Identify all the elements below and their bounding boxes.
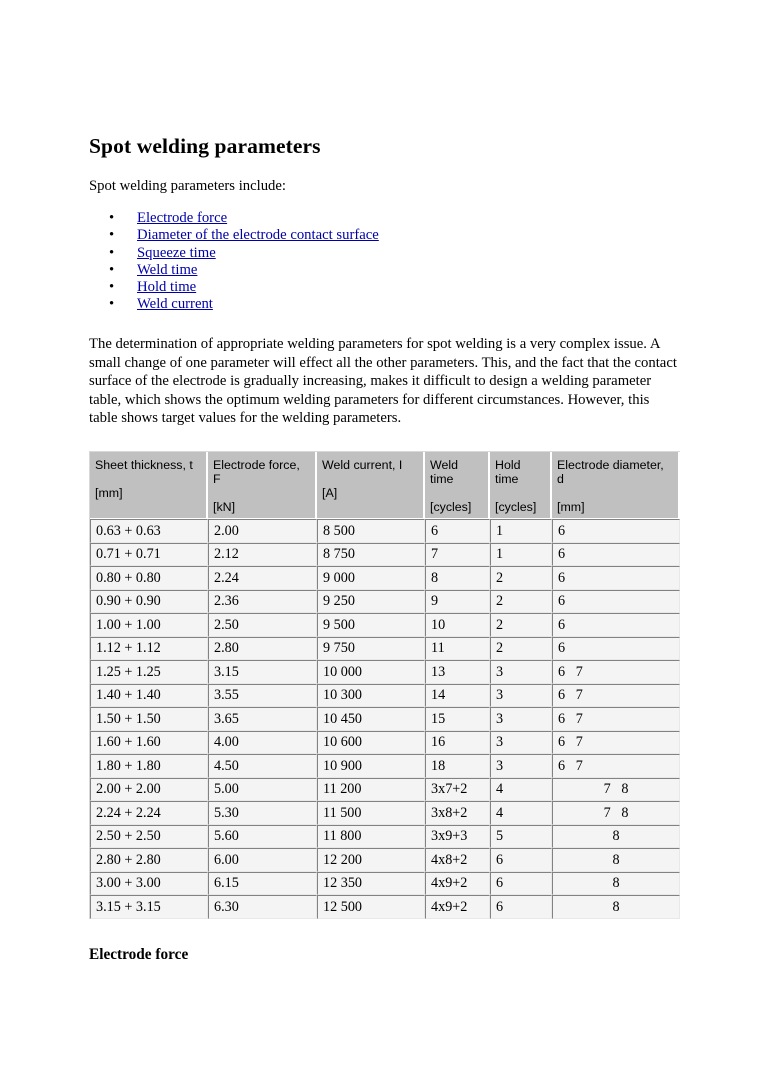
cell-force: 4.00: [208, 731, 317, 755]
cell-current: 12 200: [317, 848, 425, 872]
intro-text: Spot welding parameters include:: [89, 177, 287, 194]
cell-weld_time: 6: [425, 519, 490, 543]
cell-hold_time: 1: [490, 543, 552, 567]
cell-diameter: 6 7: [552, 707, 680, 731]
cell-diameter: 6: [552, 519, 680, 543]
cell-force: 5.60: [208, 825, 317, 849]
table-row: [90, 895, 680, 919]
table-row: [90, 825, 680, 849]
column-header-unit: [cycles]: [430, 500, 472, 515]
cell-thickness: 0.90 + 0.90: [90, 590, 208, 614]
column-header-unit: [cycles]: [495, 500, 537, 515]
column-header-0: [90, 452, 208, 519]
cell-hold_time: 3: [490, 731, 552, 755]
cell-current: 12 500: [317, 895, 425, 919]
table-row: [90, 754, 680, 778]
cell-hold_time: 5: [490, 825, 552, 849]
column-header-4: [490, 452, 552, 519]
parameter-link-5[interactable]: Weld current: [137, 296, 213, 313]
column-header-5: [552, 452, 680, 519]
list-item: [89, 245, 681, 262]
cell-diameter: 6 7: [552, 754, 680, 778]
cell-force: 3.55: [208, 684, 317, 708]
cell-weld_time: 14: [425, 684, 490, 708]
cell-weld_time: 3x9+3: [425, 825, 490, 849]
table-row: [90, 731, 680, 755]
cell-weld_time: 13: [425, 660, 490, 684]
cell-current: 10 450: [317, 707, 425, 731]
cell-diameter: 8: [552, 872, 680, 896]
column-header-label: Weld time: [430, 458, 459, 487]
cell-thickness: 0.63 + 0.63: [90, 519, 208, 543]
cell-diameter: 6: [552, 590, 680, 614]
cell-current: 9 500: [317, 613, 425, 637]
cell-hold_time: 6: [490, 895, 552, 919]
column-header-unit: [mm]: [557, 500, 585, 515]
cell-thickness: 1.12 + 1.12: [90, 637, 208, 661]
welding-parameters-table: [89, 451, 680, 919]
cell-force: 2.12: [208, 543, 317, 567]
parameter-link-2[interactable]: Squeeze time: [137, 244, 216, 261]
cell-diameter: 6: [552, 637, 680, 661]
cell-force: 2.50: [208, 613, 317, 637]
parameter-link-4[interactable]: Hold time: [137, 278, 197, 295]
cell-weld_time: 15: [425, 707, 490, 731]
bullet-icon: •: [109, 227, 115, 244]
cell-weld_time: 11: [425, 637, 490, 661]
table-body: [90, 519, 680, 919]
bullet-icon: •: [109, 296, 115, 313]
cell-thickness: 1.40 + 1.40: [90, 684, 208, 708]
column-header-label: Hold time: [495, 458, 521, 487]
cell-weld_time: 4x9+2: [425, 872, 490, 896]
cell-diameter: 6 7: [552, 731, 680, 755]
cell-diameter: 6: [552, 566, 680, 590]
cell-current: 11 500: [317, 801, 425, 825]
cell-hold_time: 3: [490, 707, 552, 731]
table-row: [90, 778, 680, 802]
cell-current: 10 000: [317, 660, 425, 684]
cell-force: 2.80: [208, 637, 317, 661]
parameter-link-3[interactable]: Weld time: [137, 261, 198, 278]
cell-force: 6.15: [208, 872, 317, 896]
cell-current: 11 800: [317, 825, 425, 849]
column-header-label: Weld current, I: [322, 458, 403, 473]
cell-force: 6.00: [208, 848, 317, 872]
table-row: [90, 684, 680, 708]
cell-thickness: 0.71 + 0.71: [90, 543, 208, 567]
cell-thickness: 0.80 + 0.80: [90, 566, 208, 590]
cell-weld_time: 7: [425, 543, 490, 567]
bullet-icon: •: [109, 261, 115, 278]
column-header-3: [425, 452, 490, 519]
cell-weld_time: 4x9+2: [425, 895, 490, 919]
table-row: [90, 590, 680, 614]
body-paragraph: The determination of appropriate welding parameters for spot welding is a very complex issue. A small change of one parameter will effect all the other parameters. This, and the fact that the contact surface of the electrode is gradually increasing, makes it difficult to design a welding parameter table, which shows the optimum welding parameters for different circumstances. However, this table shows target values for the welding parameters.: [89, 336, 677, 426]
cell-current: 12 350: [317, 872, 425, 896]
page-title: Spot welding parameters: [89, 134, 321, 158]
cell-thickness: 1.60 + 1.60: [90, 731, 208, 755]
cell-thickness: 2.50 + 2.50: [90, 825, 208, 849]
cell-current: 9 250: [317, 590, 425, 614]
cell-current: 8 500: [317, 519, 425, 543]
cell-thickness: 2.80 + 2.80: [90, 848, 208, 872]
document-content: [89, 134, 681, 964]
bullet-icon: •: [109, 244, 115, 261]
cell-thickness: 2.24 + 2.24: [90, 801, 208, 825]
cell-thickness: 1.00 + 1.00: [90, 613, 208, 637]
list-item: [89, 210, 681, 227]
cell-force: 2.24: [208, 566, 317, 590]
table-row: [90, 872, 680, 896]
parameter-link-0[interactable]: Electrode force: [137, 210, 228, 227]
cell-thickness: 1.50 + 1.50: [90, 707, 208, 731]
cell-hold_time: 2: [490, 590, 552, 614]
cell-current: 10 900: [317, 754, 425, 778]
cell-thickness: 2.00 + 2.00: [90, 778, 208, 802]
table-row: [90, 660, 680, 684]
table-row: [90, 613, 680, 637]
table-header: [90, 452, 680, 519]
column-header-label: Electrode diameter, d: [557, 458, 664, 487]
column-header-unit: [kN]: [213, 500, 236, 515]
cell-force: 5.00: [208, 778, 317, 802]
cell-hold_time: 6: [490, 848, 552, 872]
cell-diameter: 6 7: [552, 684, 680, 708]
cell-thickness: 1.25 + 1.25: [90, 660, 208, 684]
cell-hold_time: 3: [490, 754, 552, 778]
cell-thickness: 3.00 + 3.00: [90, 872, 208, 896]
column-header-label: Sheet thickness, t: [95, 458, 193, 473]
cell-diameter: 8: [552, 895, 680, 919]
bullet-icon: •: [109, 210, 115, 227]
cell-diameter: 8: [552, 848, 680, 872]
cell-force: 3.65: [208, 707, 317, 731]
cell-force: 6.30: [208, 895, 317, 919]
table-header-row: [90, 452, 680, 519]
cell-current: 10 300: [317, 684, 425, 708]
cell-current: 11 200: [317, 778, 425, 802]
table-row: [90, 519, 680, 543]
cell-current: 8 750: [317, 543, 425, 567]
list-item: [89, 296, 681, 313]
cell-diameter: 6 7: [552, 660, 680, 684]
cell-thickness: 3.15 + 3.15: [90, 895, 208, 919]
column-header-label: Electrode force, F: [213, 458, 300, 487]
table-row: [90, 566, 680, 590]
cell-diameter: 8: [552, 825, 680, 849]
table-row: [90, 543, 680, 567]
cell-hold_time: 2: [490, 637, 552, 661]
cell-current: 9 000: [317, 566, 425, 590]
cell-current: 9 750: [317, 637, 425, 661]
column-header-unit: [A]: [322, 486, 338, 501]
cell-force: 2.00: [208, 519, 317, 543]
column-header-2: [317, 452, 425, 519]
list-item: [89, 279, 681, 296]
cell-weld_time: 16: [425, 731, 490, 755]
parameter-link-list: [89, 210, 681, 313]
table-row: [90, 637, 680, 661]
cell-hold_time: 2: [490, 613, 552, 637]
list-item: [89, 262, 681, 279]
cell-weld_time: 3x7+2: [425, 778, 490, 802]
cell-weld_time: 8: [425, 566, 490, 590]
cell-thickness: 1.80 + 1.80: [90, 754, 208, 778]
cell-weld_time: 10: [425, 613, 490, 637]
cell-hold_time: 4: [490, 801, 552, 825]
table-row: [90, 707, 680, 731]
cell-force: 5.30: [208, 801, 317, 825]
cell-weld_time: 3x8+2: [425, 801, 490, 825]
cell-hold_time: 3: [490, 684, 552, 708]
cell-force: 3.15: [208, 660, 317, 684]
cell-weld_time: 9: [425, 590, 490, 614]
cell-diameter: 6: [552, 543, 680, 567]
cell-current: 10 600: [317, 731, 425, 755]
cell-hold_time: 6: [490, 872, 552, 896]
cell-weld_time: 18: [425, 754, 490, 778]
table-row: [90, 801, 680, 825]
cell-hold_time: 1: [490, 519, 552, 543]
cell-force: 2.36: [208, 590, 317, 614]
parameter-link-1[interactable]: Diameter of the electrode contact surface: [137, 227, 379, 244]
cell-diameter: 7 8: [552, 778, 680, 802]
cell-diameter: 6: [552, 613, 680, 637]
cell-hold_time: 4: [490, 778, 552, 802]
cell-force: 4.50: [208, 754, 317, 778]
cell-diameter: 7 8: [552, 801, 680, 825]
column-header-unit: [mm]: [95, 486, 123, 501]
column-header-1: [208, 452, 317, 519]
cell-weld_time: 4x8+2: [425, 848, 490, 872]
table-row: [90, 848, 680, 872]
section-title-electrode-force: Electrode force: [89, 945, 189, 963]
list-item: [89, 227, 681, 244]
cell-hold_time: 2: [490, 566, 552, 590]
bullet-icon: •: [109, 278, 115, 295]
cell-hold_time: 3: [490, 660, 552, 684]
